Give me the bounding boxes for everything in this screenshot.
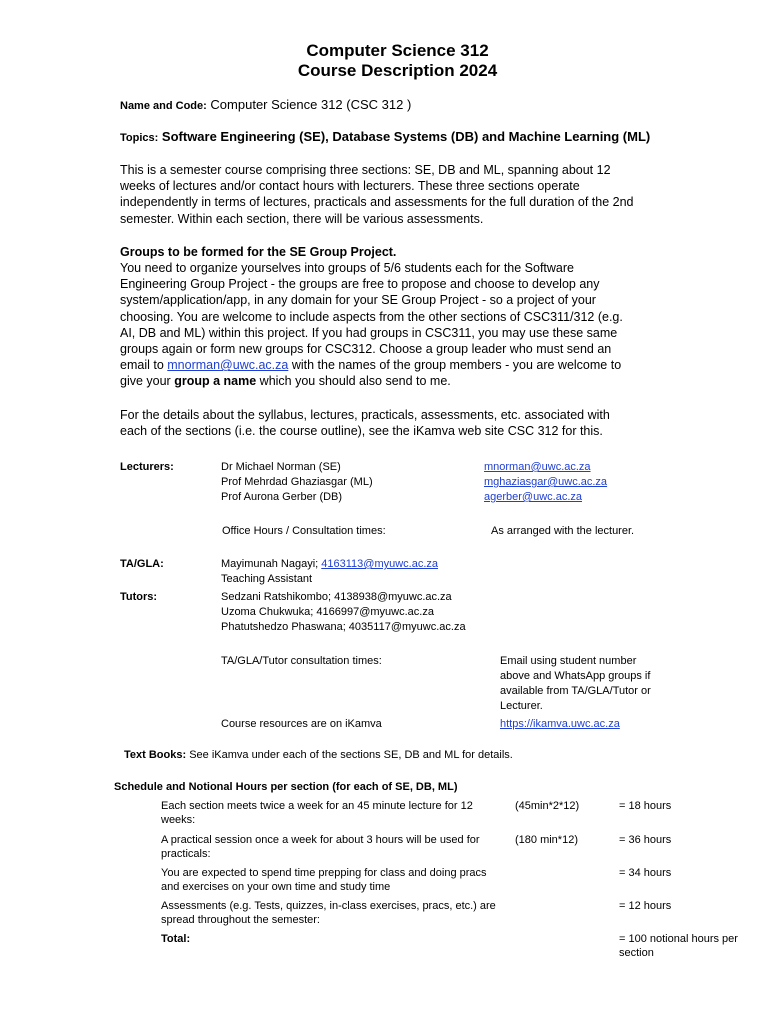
office-hours-value: As arranged with the lecturer. xyxy=(491,525,635,537)
ta-row xyxy=(221,557,438,572)
schedule-total-value: = 100 notional hours per section xyxy=(619,933,738,960)
name-code-row xyxy=(120,97,411,114)
page-title-line1: Computer Science 312 xyxy=(306,41,489,60)
resources-label: Course resources are on iKamva xyxy=(221,718,382,730)
lecturer-email-link[interactable]: mghaziasgar@uwc.ac.za xyxy=(484,476,608,488)
textbooks-value: See iKamva under each of the sections SE, DB and ML for details. xyxy=(189,749,513,761)
schedule-row-calc: (180 min*12) xyxy=(515,834,578,846)
lecturer-name: Dr Michael Norman (SE) xyxy=(221,461,341,473)
topics-row xyxy=(120,129,650,146)
textbooks-row xyxy=(124,748,513,763)
details-paragraph: For the details about the syllabus, lectures, practicals, assessments, etc. associated with each of the sections (i.e. the course outline), see the iKamva web site CSC 312 for this. xyxy=(120,408,610,439)
schedule-row-hours: = 18 hours xyxy=(619,800,672,812)
group-name-phrase: group a name xyxy=(174,374,257,389)
name-code-value: Computer Science 312 (CSC 312 ) xyxy=(210,97,412,112)
ta-role: Teaching Assistant xyxy=(221,573,313,585)
lecturer-name: Prof Mehrdad Ghaziasgar (ML) xyxy=(221,476,373,488)
schedule-row-desc: A practical session once a week for about 3 hours will be used for practicals: xyxy=(161,834,480,861)
schedule-row-desc: Assessments (e.g. Tests, quizzes, in-class exercises, pracs, etc.) are spread throughout the semester: xyxy=(161,900,496,927)
name-code-label: Name and Code: xyxy=(120,100,207,112)
lecturer-email-link[interactable]: mnorman@uwc.ac.za xyxy=(484,461,591,473)
tutors-label: Tutors: xyxy=(120,591,158,603)
ta-label: TA/GLA: xyxy=(120,558,164,570)
lecturer-email-link[interactable]: agerber@uwc.ac.za xyxy=(484,491,582,503)
textbooks-label: Text Books: xyxy=(124,749,187,761)
groups-heading: Groups to be formed for the SE Group Project. xyxy=(120,245,397,259)
group-leader-email-link[interactable]: mnorman@uwc.ac.za xyxy=(167,358,289,373)
schedule-row-desc: You are expected to spend time prepping for class and doing pracs and exercises on your own time and study time xyxy=(161,867,487,894)
office-hours-label: Office Hours / Consultation times: xyxy=(222,525,386,537)
lecturers-label: Lecturers: xyxy=(120,461,174,473)
groups-text-2: with the names of the group members - you are welcome to give your xyxy=(120,358,622,389)
topics-label: Topics: xyxy=(120,132,159,144)
topics-value: Software Engineering (SE), Database Systems (DB) and Machine Learning (ML) xyxy=(161,129,651,144)
groups-text-1: You need to organize yourselves into groups of 5/6 students each for the Software Engineering Group Project - the groups are free to propose and choose to develop any system/application/app, in any domain for your SE Group Project - so a project of your choosing. You are welcome to include aspects from the other sections of CSC311/312 (e.g. AI, DB and ML) within this project. If you had groups in CSC311, you may use these same groups again or form new groups for CSC312. Choose a group leader who must send an email to xyxy=(120,261,623,373)
ta-email-link[interactable]: 4163113@myuwc.ac.za xyxy=(321,558,439,570)
schedule-total-label: Total: xyxy=(161,933,191,945)
consult-value: Email using student number above and WhatsApp groups if available from TA/GLA/Tutor or Lecturer. xyxy=(500,655,651,712)
schedule-heading: Schedule and Notional Hours per section (for each of SE, DB, ML) xyxy=(114,781,458,793)
ta-name: Mayimunah Nagayi; xyxy=(221,558,319,570)
tutor-item: Sedzani Ratshikombo; 4138938@myuwc.ac.za xyxy=(221,591,452,603)
consult-label: TA/GLA/Tutor consultation times: xyxy=(221,655,382,667)
groups-text-3: which you should also send to me. xyxy=(259,374,451,389)
schedule-row-calc: (45min*2*12) xyxy=(515,800,580,812)
schedule-row-hours: = 34 hours xyxy=(619,867,672,879)
schedule-row-hours: = 36 hours xyxy=(619,834,672,846)
intro-paragraph: This is a semester course comprising three sections: SE, DB and ML, spanning about 12 weeks of lectures and/or contact hours with lecturers. These three sections operate independently in terms of lectures, practicals and assessments for the full duration of the 2nd semester. Within each section, there will be various assessments. xyxy=(120,163,634,226)
groups-paragraph xyxy=(120,260,640,390)
ikamva-link[interactable]: https://ikamva.uwc.ac.za xyxy=(500,718,620,730)
tutor-item: Uzoma Chukwuka; 4166997@myuwc.ac.za xyxy=(221,606,434,618)
schedule-row-desc: Each section meets twice a week for an 45 minute lecture for 12 weeks: xyxy=(161,800,473,827)
lecturer-name: Prof Aurona Gerber (DB) xyxy=(221,491,343,503)
schedule-row-hours: = 12 hours xyxy=(619,900,672,912)
page-title-line2: Course Description 2024 xyxy=(297,61,498,80)
tutor-item: Phatutshedzo Phaswana; 4035117@myuwc.ac.za xyxy=(221,621,466,633)
